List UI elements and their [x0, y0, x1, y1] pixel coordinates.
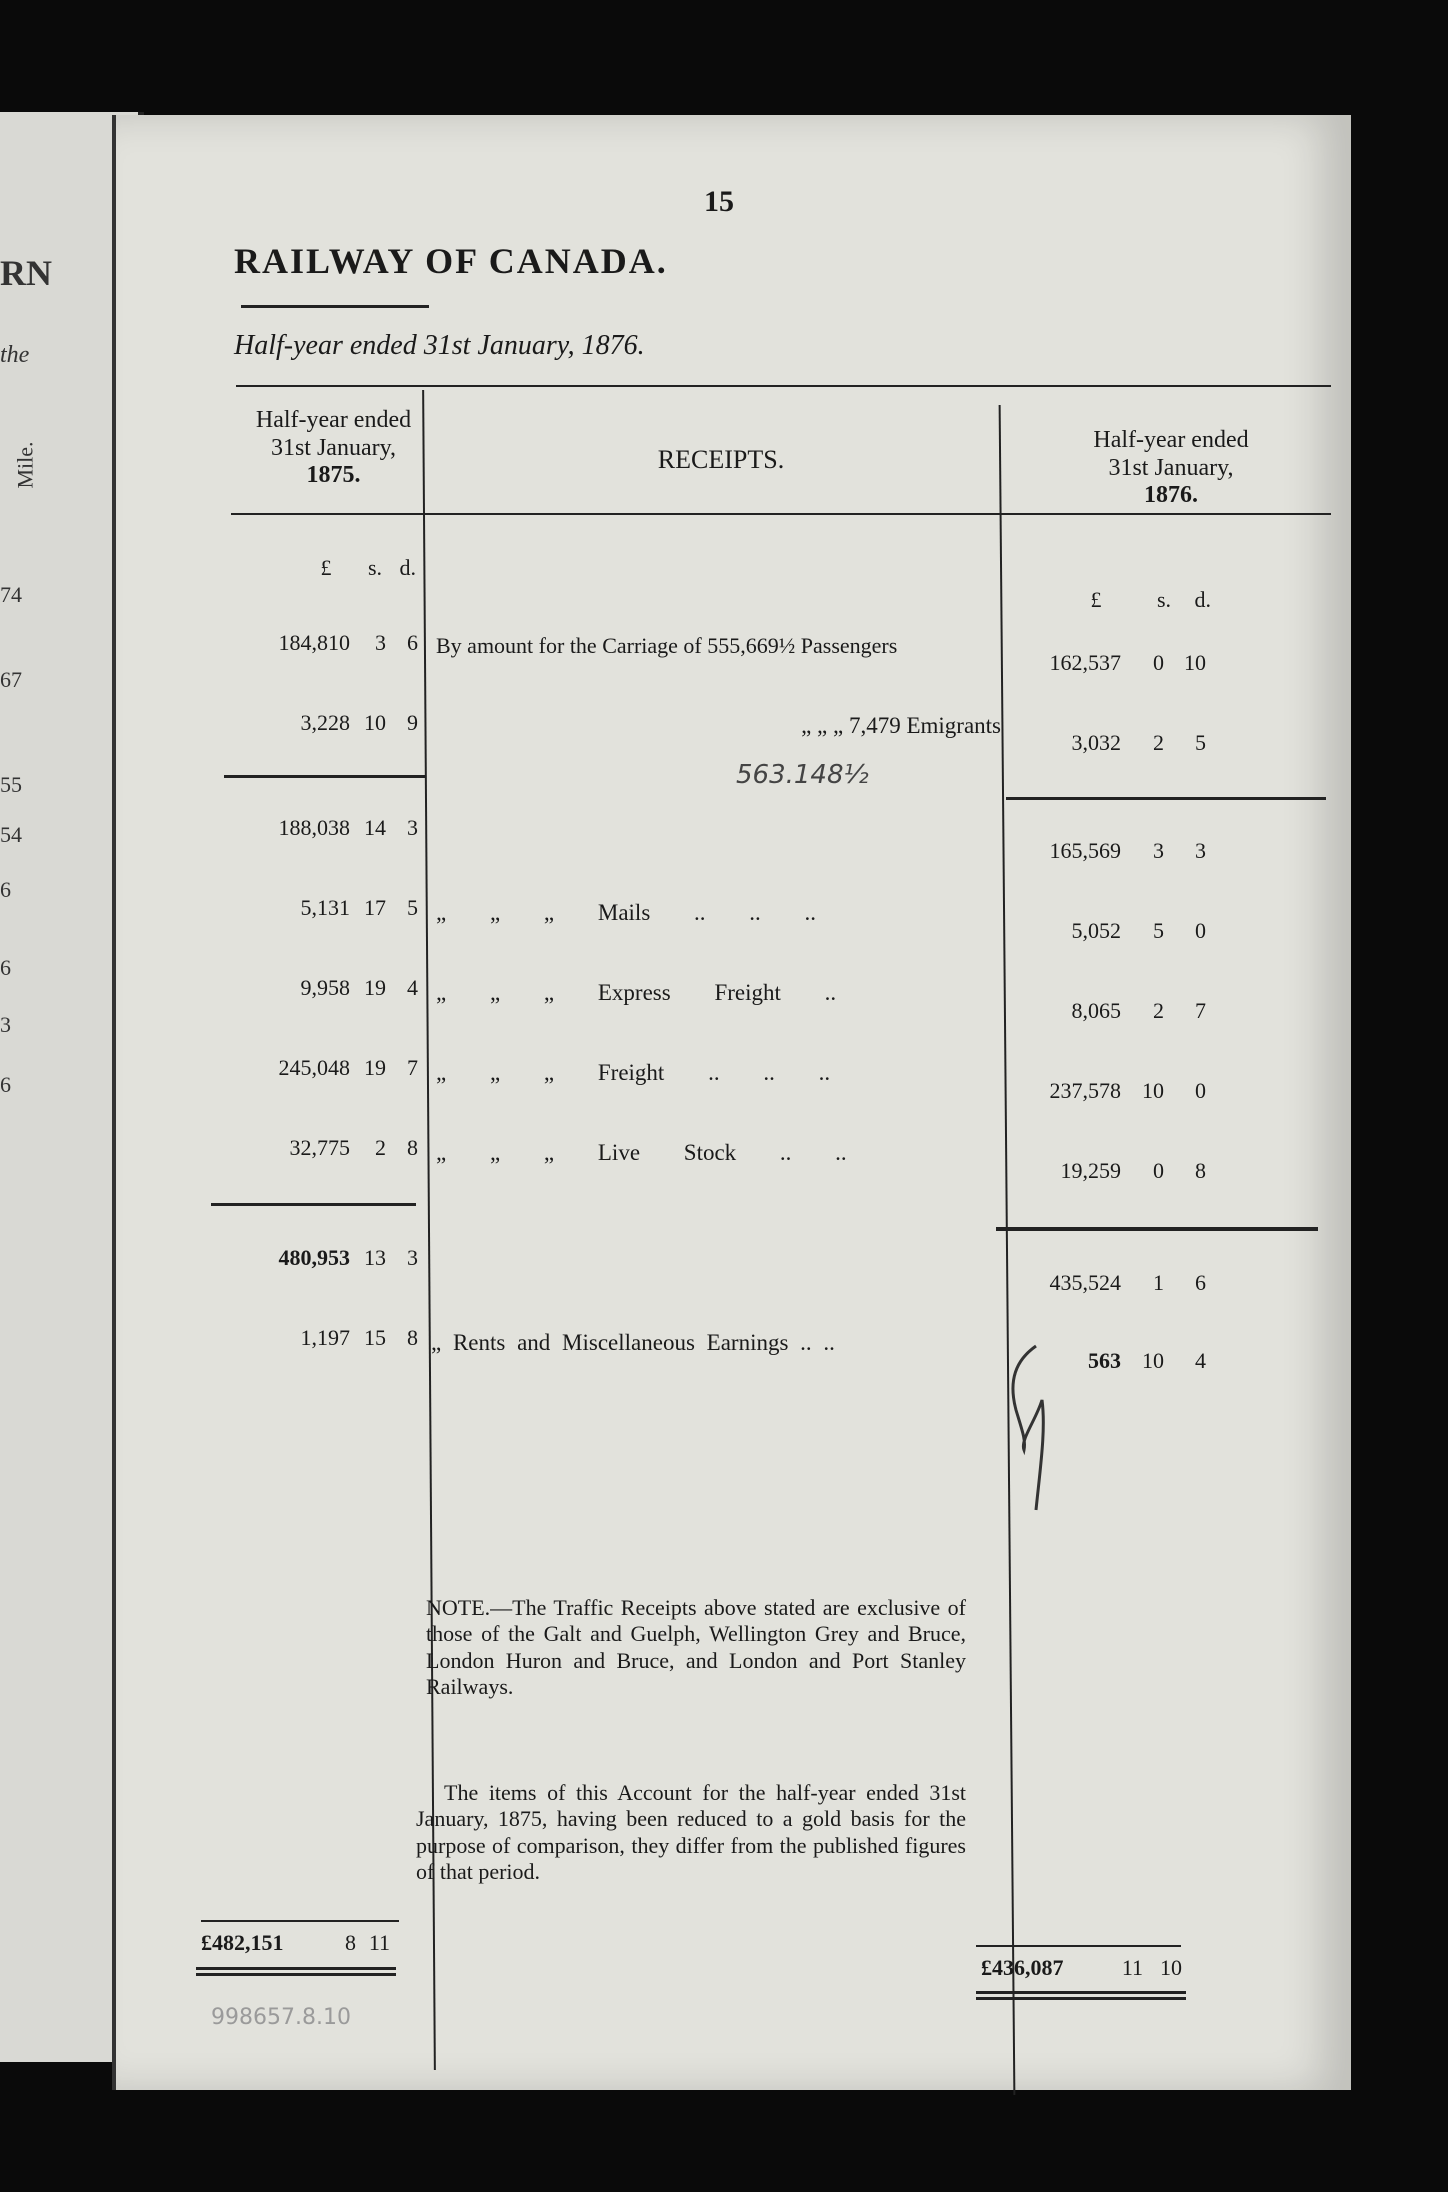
- total-rule-right: [976, 1945, 1181, 1947]
- left-pence: 3: [407, 1245, 418, 1270]
- right-column-header: Half-year ended 31st January, 1876.: [1093, 427, 1249, 509]
- right-pence: 0: [1195, 918, 1206, 943]
- row-description: „ „ „ Live Stock .. ..: [436, 1140, 847, 1165]
- right-shillings: 2: [1153, 998, 1164, 1023]
- right-shillings: 0: [1153, 650, 1164, 675]
- page-title: RAILWAY OF CANADA.: [234, 241, 668, 281]
- header-bottom-rule: [231, 513, 1331, 515]
- left-pence: 5: [407, 895, 418, 920]
- left-shillings: 17: [364, 895, 386, 920]
- left-shillings: 3: [375, 630, 386, 655]
- right-pounds: 5,052: [1071, 918, 1121, 943]
- right-grand-total-shillings: 11: [1121, 1955, 1143, 1980]
- left-shillings: 13: [364, 1245, 386, 1270]
- row-description: „ Rents and Miscellaneous Earnings .. ..: [431, 1330, 835, 1355]
- subtotal-rule-left: [224, 775, 426, 778]
- currency-label: d.: [399, 555, 416, 580]
- total-double-rule-right: [976, 1991, 1186, 2000]
- right-pounds: 3,032: [1071, 730, 1121, 755]
- left-grand-total-pounds: £482,151: [201, 1930, 284, 1955]
- left-shillings: 19: [364, 975, 386, 1000]
- left-pounds: 188,038: [278, 815, 350, 840]
- left-page-fragment: 55: [0, 772, 22, 797]
- left-page-fragment: 3: [0, 1012, 11, 1037]
- currency-label: s.: [1156, 587, 1171, 612]
- right-pounds: 435,524: [1049, 1270, 1121, 1295]
- left-pounds: 5,131: [300, 895, 350, 920]
- left-pounds: 184,810: [278, 630, 350, 655]
- right-shillings: 5: [1153, 918, 1164, 943]
- left-pence: 6: [407, 630, 418, 655]
- gold-basis-note: The items of this Account for the half-year ended 31st January, 1875, having been reduced to a gold basis for the purpose of comparison, they differ from the published figures of that period.: [416, 1780, 966, 1885]
- left-pence: 3: [407, 815, 418, 840]
- left-page-fragment: 6: [0, 1072, 11, 1097]
- left-page-fragment: 67: [0, 667, 22, 692]
- right-pounds: 563: [1088, 1348, 1121, 1373]
- right-pence: 0: [1195, 1078, 1206, 1103]
- right-pounds: 19,259: [1060, 1158, 1121, 1183]
- document-page: [112, 115, 1351, 2090]
- left-shillings: 14: [364, 815, 386, 840]
- currency-label: £: [320, 555, 332, 580]
- left-page-fragment: Mile.: [12, 441, 38, 489]
- subtotal-rule-left: [211, 1203, 416, 1206]
- left-shillings: 10: [364, 710, 386, 735]
- left-pounds: 32,775: [289, 1135, 350, 1160]
- left-page-fragment: 54: [0, 822, 22, 847]
- subtotal-rule-right: [996, 1227, 1318, 1231]
- left-shillings: 2: [375, 1135, 386, 1160]
- left-page-fragment: RN: [0, 253, 52, 293]
- right-pounds: 237,578: [1049, 1078, 1121, 1103]
- right-shillings: 10: [1142, 1348, 1164, 1373]
- left-pounds: 480,953: [278, 1245, 350, 1270]
- page-subtitle: Half-year ended 31st January, 1876.: [234, 330, 645, 361]
- right-shillings: 2: [1153, 730, 1164, 755]
- receipts-header: RECEIPTS.: [657, 445, 785, 474]
- right-pence: 3: [1195, 838, 1206, 863]
- right-pence: 8: [1195, 1158, 1206, 1183]
- left-page-fragment: 6: [0, 955, 11, 980]
- currency-label: £: [1090, 587, 1102, 612]
- left-page-fragment: the: [0, 342, 30, 368]
- page-number: 15: [704, 185, 734, 218]
- left-page-fragment: 6: [0, 877, 11, 902]
- traffic-receipts-note: NOTE.—The Traffic Receipts above stated are exclusive of those of the Galt and Guelph, Wellington Grey and Bruce, London Huron and Bruce, and London and Port Stanley Railways.: [426, 1595, 966, 1700]
- left-grand-total-shillings: 8: [345, 1930, 356, 1955]
- currency-label: s.: [367, 555, 382, 580]
- left-grand-total-pence: 11: [368, 1930, 390, 1955]
- right-pence: 7: [1195, 998, 1206, 1023]
- left-column-header: Half-year ended 31st January, 1875.: [255, 407, 412, 489]
- right-pence: 4: [1195, 1348, 1206, 1373]
- right-grand-total-pounds: £436,087: [981, 1955, 1064, 1980]
- right-pounds: 162,537: [1049, 650, 1121, 675]
- table-top-rule: [236, 385, 1331, 387]
- pencil-annotation: 998657.8.10: [211, 2005, 351, 2030]
- left-pence: 4: [407, 975, 418, 1000]
- title-underline: [241, 305, 429, 308]
- right-pence: 6: [1195, 1270, 1206, 1295]
- left-pounds: 245,048: [278, 1055, 350, 1080]
- right-pence: 10: [1184, 650, 1206, 675]
- left-pounds: 3,228: [300, 710, 350, 735]
- left-pence: 8: [407, 1135, 418, 1160]
- right-shillings: 3: [1153, 838, 1164, 863]
- right-grand-total-pence: 10: [1160, 1955, 1182, 1980]
- left-page-fragment: 74: [0, 582, 22, 607]
- right-pounds: 8,065: [1071, 998, 1121, 1023]
- right-shillings: 0: [1153, 1158, 1164, 1183]
- subtotal-rule-right: [1006, 797, 1326, 800]
- row-description: By amount for the Carriage of 555,669½ Passengers: [436, 633, 898, 658]
- right-shillings: 1: [1153, 1270, 1164, 1295]
- left-pounds: 9,958: [300, 975, 350, 1000]
- handwritten-annotation: 563.148½: [736, 760, 869, 790]
- currency-label: d.: [1194, 587, 1211, 612]
- left-shillings: 19: [364, 1055, 386, 1080]
- right-pence: 5: [1195, 730, 1206, 755]
- total-double-rule-left: [196, 1967, 396, 1976]
- total-rule-left: [201, 1920, 399, 1922]
- left-pounds: 1,197: [300, 1325, 350, 1350]
- left-pence: 8: [407, 1325, 418, 1350]
- row-description: „ „ „ Express Freight ..: [436, 980, 837, 1005]
- left-shillings: 15: [364, 1325, 386, 1350]
- right-shillings: 10: [1142, 1078, 1164, 1103]
- row-description: „ „ „ Mails .. .. ..: [436, 900, 817, 925]
- left-pence: 9: [407, 710, 418, 735]
- left-pence: 7: [407, 1055, 418, 1080]
- right-pounds: 165,569: [1049, 838, 1121, 863]
- row-description: „ „ „ Freight .. .. ..: [436, 1060, 831, 1085]
- row-description: „ „ „ 7,479 Emigrants: [801, 713, 1001, 738]
- handwritten-mark: [996, 1340, 1076, 1520]
